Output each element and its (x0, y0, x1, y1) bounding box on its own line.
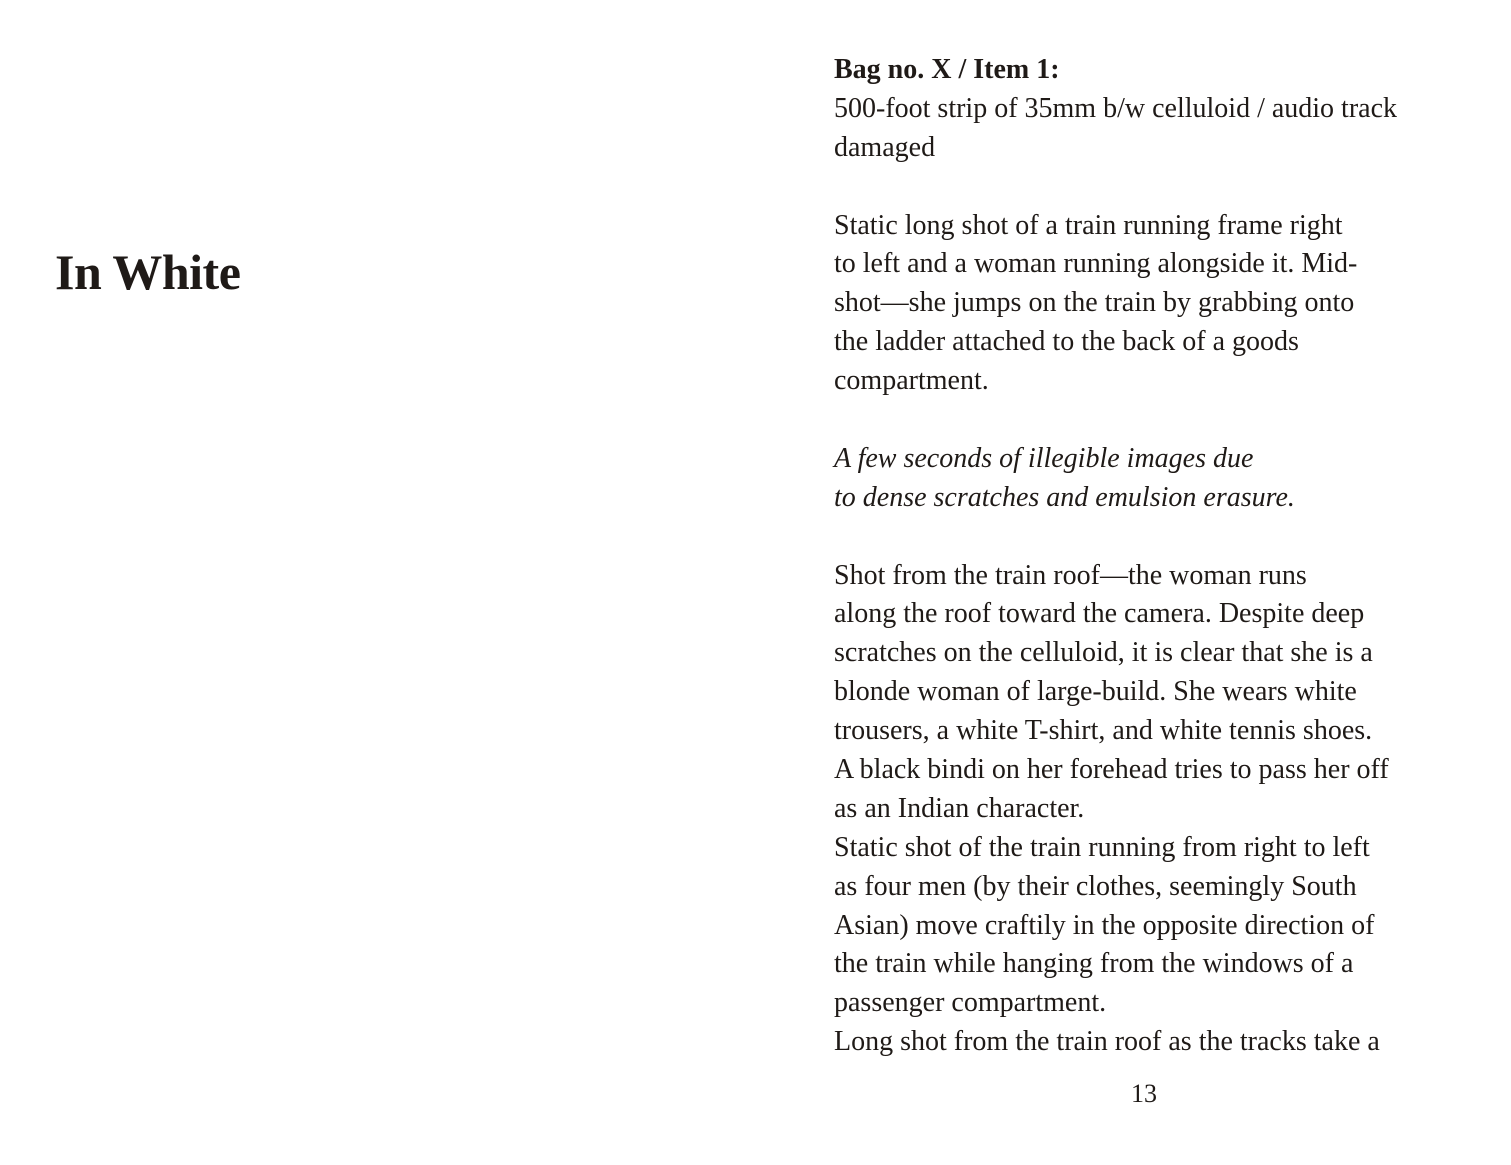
page-number: 13 (1131, 1079, 1157, 1108)
italic-note-line: A few seconds of illegible images due (834, 442, 1254, 474)
paragraph-line: Asian) move craftily in the opposite direction of (834, 909, 1375, 941)
paragraph-line: shot—she jumps on the train by grabbing onto (834, 287, 1355, 319)
left-page (0, 0, 755, 1165)
paragraph-line: A black bindi on her forehead tries to pass her off (834, 754, 1389, 786)
item-heading: Bag no. X / Item 1: (834, 54, 1060, 85)
right-page (834, 51, 1474, 1062)
paragraph-line: along the roof toward the camera. Despite deep (834, 598, 1365, 630)
paragraph-1 (834, 207, 1474, 401)
description-line: damaged (834, 131, 936, 163)
paragraph-2 (834, 557, 1474, 1063)
paragraph-line: as four men (by their clothes, seemingly South (834, 870, 1357, 902)
paragraph-line: as an Indian character. (834, 792, 1085, 824)
paragraph-line: scratches on the celluloid, it is clear that she is a (834, 637, 1373, 669)
paragraph-line: compartment. (834, 365, 989, 397)
item-description (834, 90, 1474, 168)
paragraph-line: blonde woman of large-build. She wears white (834, 676, 1357, 708)
section-title: In White (55, 244, 241, 300)
paragraph-line: passenger compartment. (834, 987, 1107, 1019)
paragraph-line: the ladder attached to the back of a goods (834, 326, 1299, 358)
italic-note (834, 440, 1474, 518)
paragraph-spacer (834, 168, 1474, 207)
paragraph-line: the train while hanging from the windows of a (834, 948, 1354, 980)
paragraph-spacer (834, 401, 1474, 440)
description-line: 500-foot strip of 35mm b/w celluloid / audio track (834, 92, 1398, 124)
paragraph-line: trousers, a white T-shirt, and white tennis shoes. (834, 715, 1373, 747)
paragraph-line: Shot from the train roof—the woman runs (834, 559, 1307, 591)
italic-note-line: to dense scratches and emulsion erasure. (834, 481, 1295, 513)
paragraph-line: Static shot of the train running from right to left (834, 831, 1370, 863)
paragraph-spacer (834, 518, 1474, 557)
paragraph-line: Static long shot of a train running frame right (834, 209, 1343, 241)
paragraph-line: Long shot from the train roof as the tracks take a (834, 1026, 1380, 1058)
paragraph-line: to left and a woman running alongside it. Mid- (834, 248, 1358, 280)
